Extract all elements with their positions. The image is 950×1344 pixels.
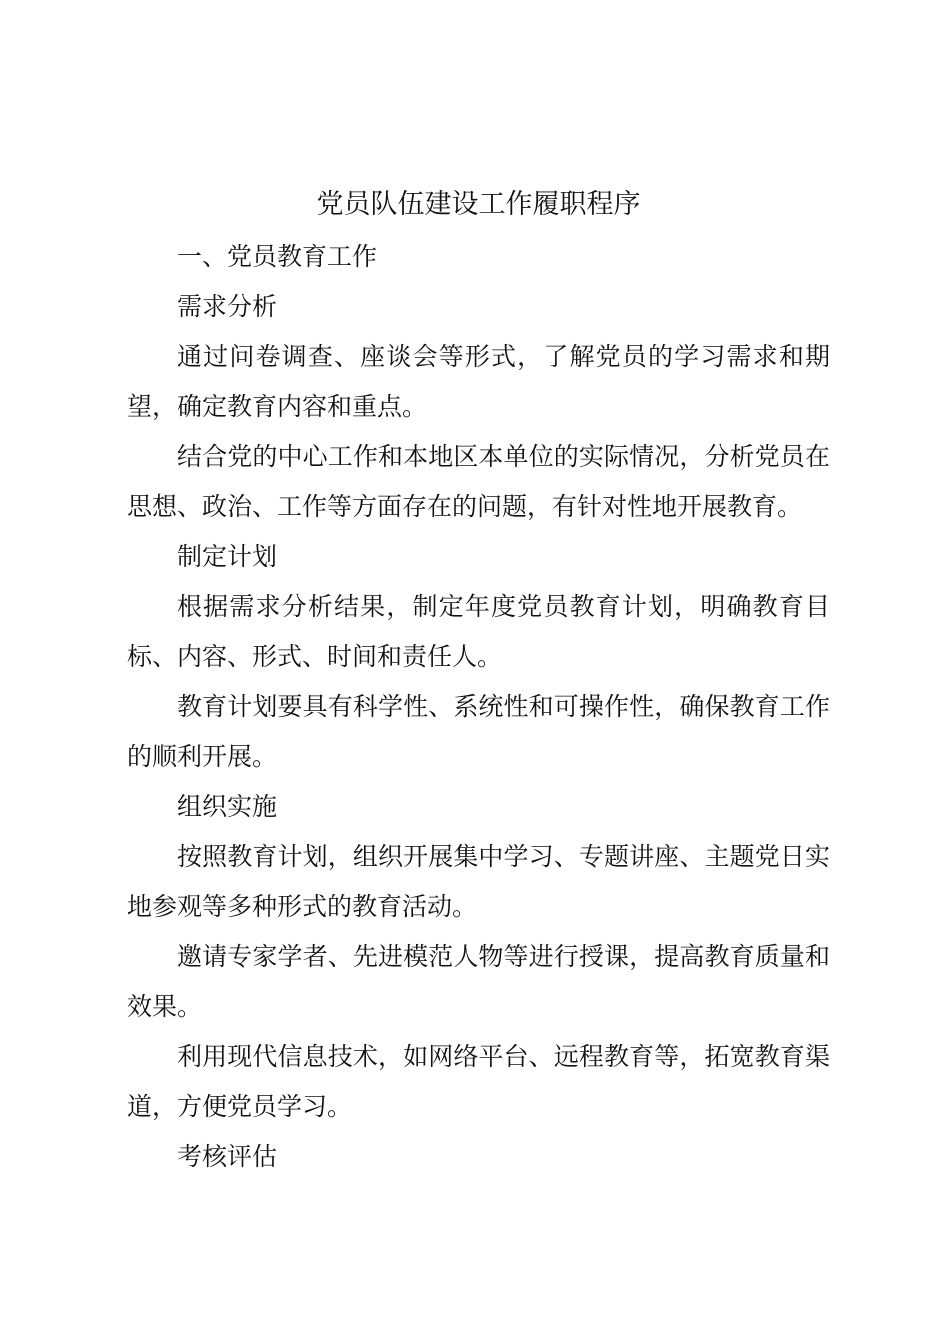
body-paragraph: 按照教育计划，组织开展集中学习、专题讲座、主题党日实地参观等多种形式的教育活动。 <box>127 842 830 921</box>
subsection-heading: 需求分析 <box>177 292 278 321</box>
body-paragraph: 利用现代信息技术，如网络平台、远程教育等，拓宽教育渠道，方便党员学习。 <box>127 1042 830 1121</box>
body-paragraph: 结合党的中心工作和本地区本单位的实际情况，分析党员在思想、政治、工作等方面存在的问题，有针对性地开展教育。 <box>127 442 830 521</box>
section-heading: 一、党员教育工作 <box>177 242 378 271</box>
body-paragraph: 根据需求分析结果，制定年度党员教育计划，明确教育目标、内容、形式、时间和责任人。 <box>127 592 830 671</box>
subsection-heading: 制定计划 <box>177 542 278 571</box>
body-paragraph: 教育计划要具有科学性、系统性和可操作性，确保教育工作的顺利开展。 <box>127 692 830 771</box>
body-paragraph: 通过问卷调查、座谈会等形式，了解党员的学习需求和期望，确定教育内容和重点。 <box>127 342 830 421</box>
body-paragraph: 邀请专家学者、先进模范人物等进行授课，提高教育质量和效果。 <box>127 942 830 1021</box>
subsection-heading: 组织实施 <box>177 792 278 821</box>
document-title: 党员队伍建设工作履职程序 <box>316 189 641 220</box>
subsection-heading: 考核评估 <box>177 1142 278 1171</box>
